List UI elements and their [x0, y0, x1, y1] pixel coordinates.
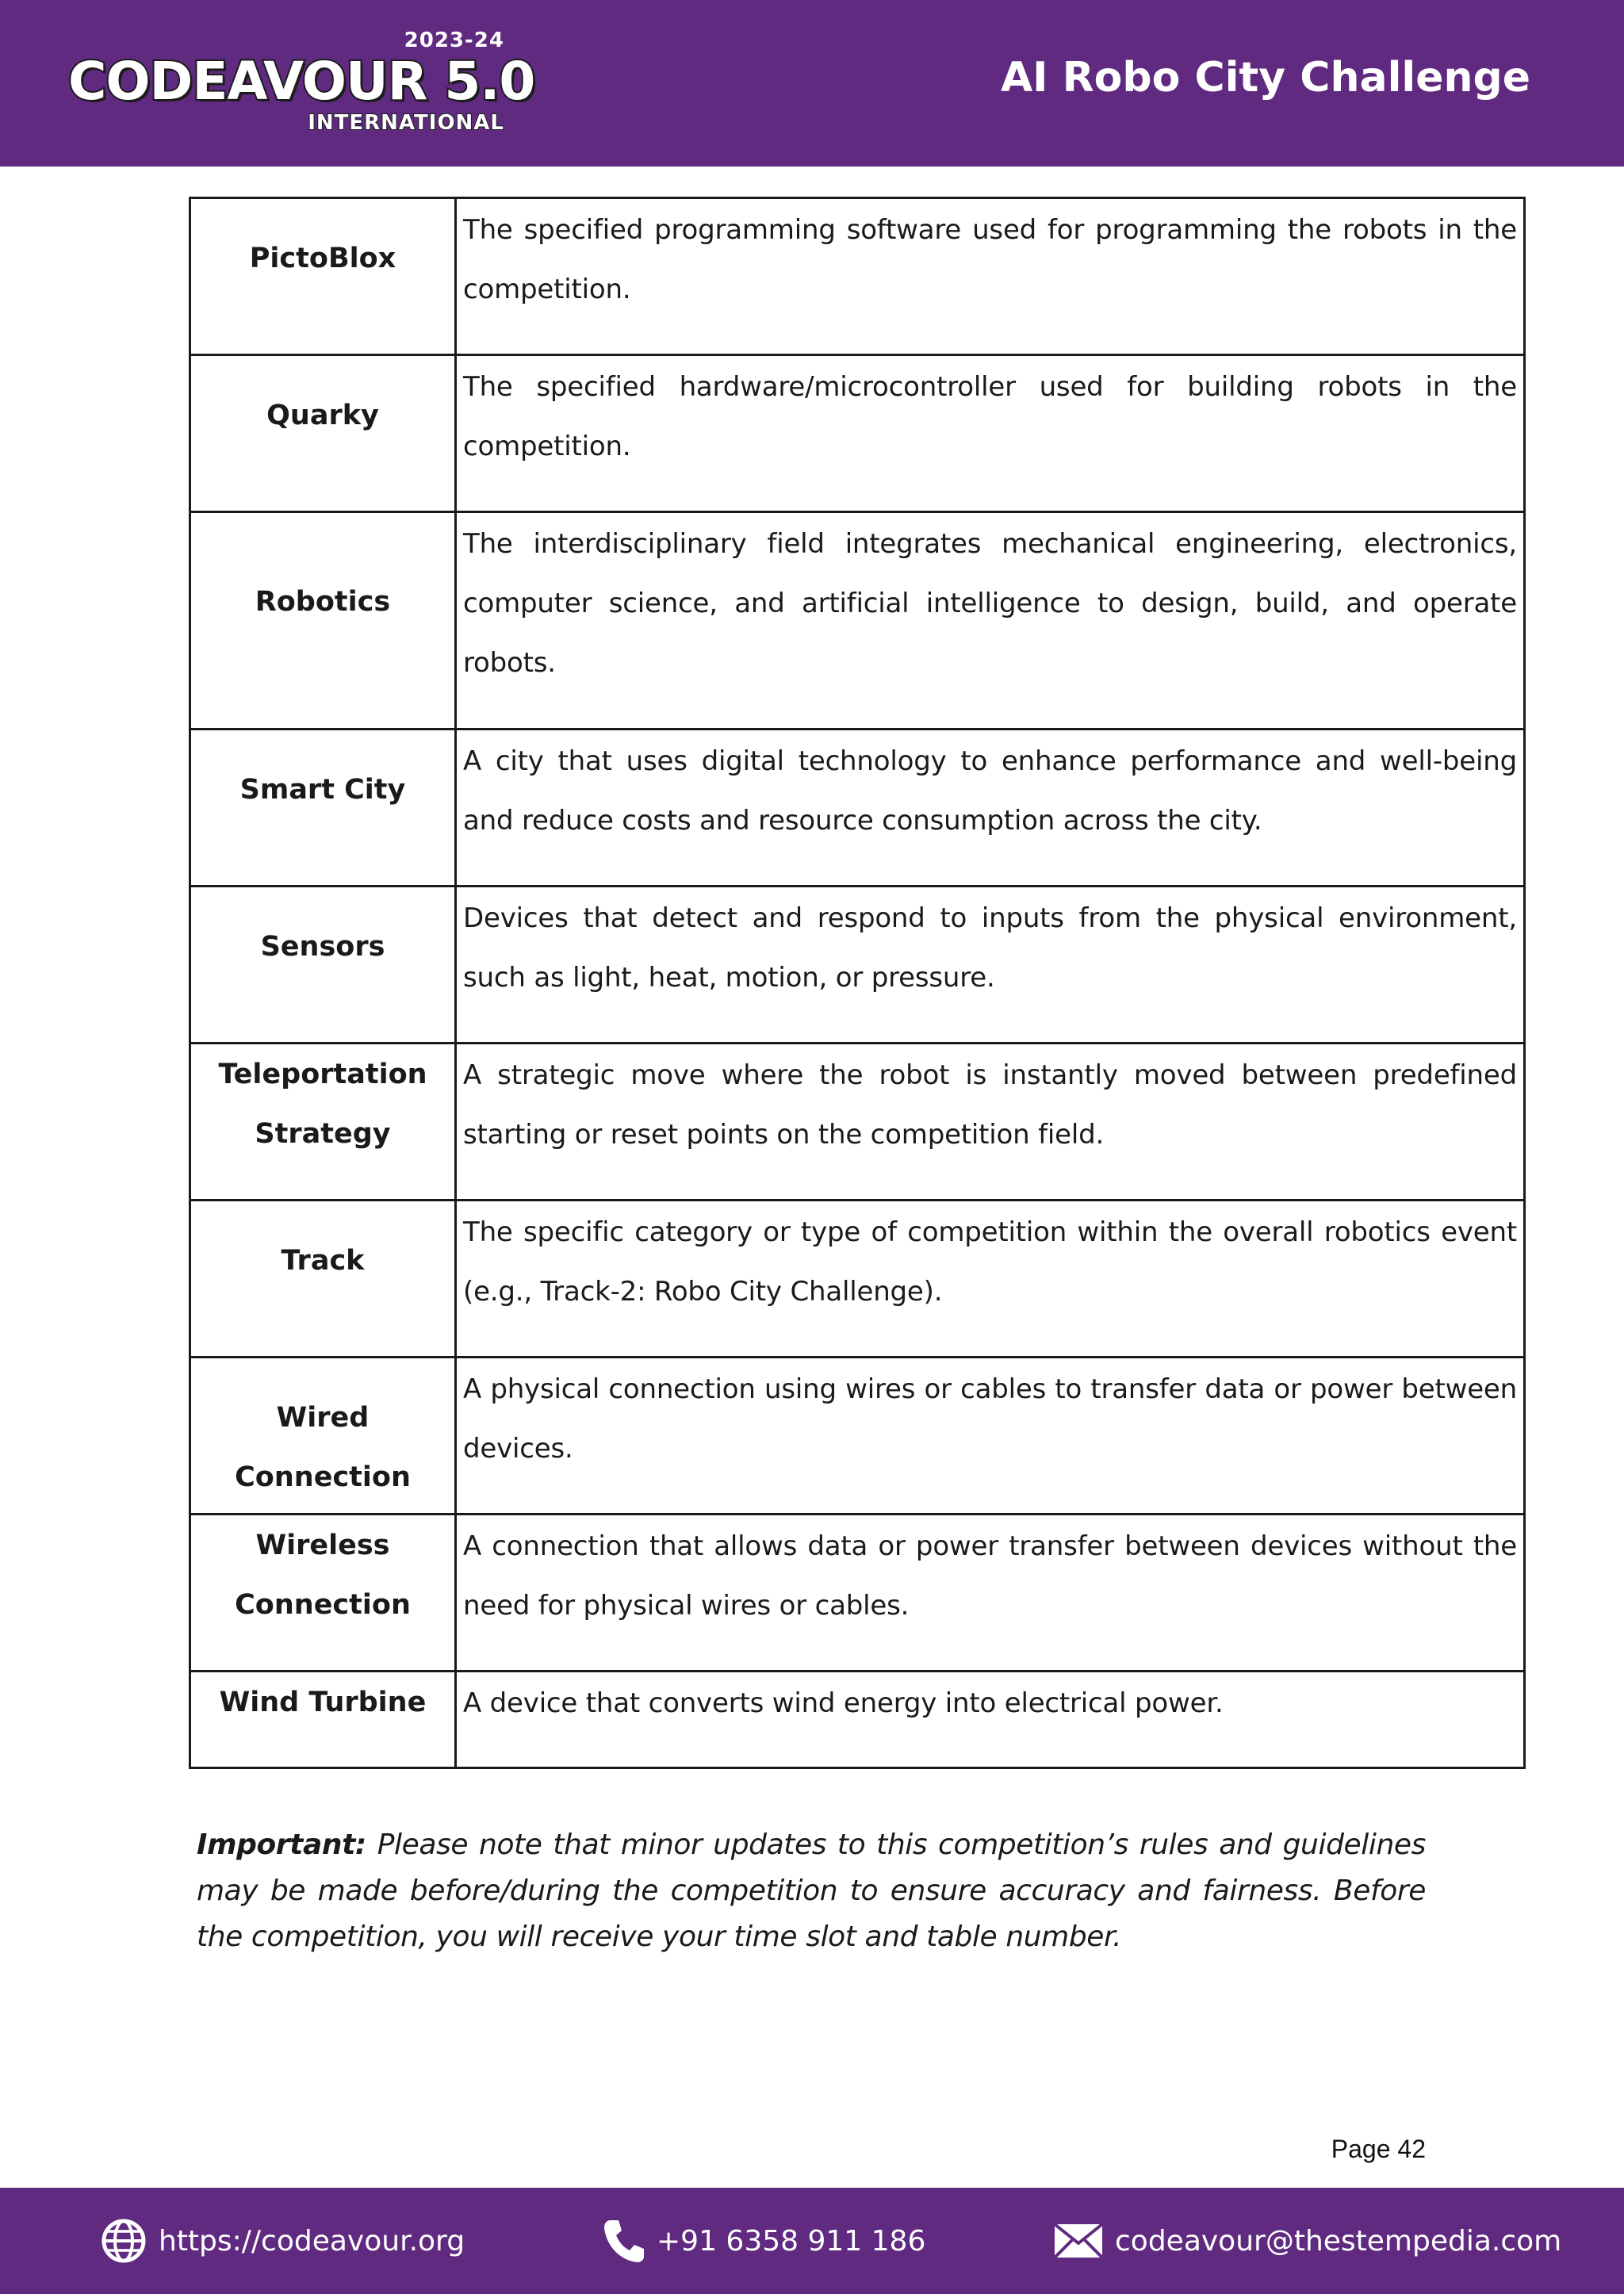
glossary-definition: A device that converts wind energy into electrical power. — [456, 1672, 1525, 1768]
logo-subtitle: INTERNATIONAL — [308, 111, 504, 135]
glossary-term: PictoBlox — [190, 198, 456, 355]
email-address[interactable]: codeavour@thestempedia.com — [1115, 2224, 1562, 2258]
logo-name: CODEAVOUR 5.0 — [68, 51, 535, 112]
glossary-table — [189, 197, 1526, 1769]
note-label: Important: — [197, 1829, 366, 1861]
table-row — [190, 887, 1525, 1044]
glossary-definition: A physical connection using wires or cables to transfer data or power between devices. — [456, 1358, 1525, 1515]
glossary-term: Sensors — [190, 887, 456, 1044]
glossary-definition: A connection that allows data or power transfer between devices without the need for physical wires or cables. — [456, 1515, 1525, 1672]
glossary-term: Track — [190, 1201, 456, 1358]
important-note — [197, 1822, 1426, 1960]
logo-year: 2023-24 — [404, 29, 504, 52]
table-row — [190, 1358, 1525, 1515]
table-row — [190, 512, 1525, 730]
page-footer — [0, 2188, 1624, 2294]
glossary-definition: A city that uses digital technology to enhance performance and well-being and reduce costs and resource consumption across the city. — [456, 730, 1525, 887]
table-row — [190, 355, 1525, 512]
globe-icon — [100, 2217, 147, 2265]
mail-icon — [1053, 2223, 1104, 2259]
page-header — [0, 0, 1624, 167]
glossary-term: Robotics — [190, 512, 456, 730]
table-row — [190, 1672, 1525, 1768]
phone-number[interactable]: +91 6358 911 186 — [657, 2224, 926, 2258]
website-link[interactable]: https://codeavour.org — [159, 2224, 465, 2258]
glossary-definition: Devices that detect and respond to inputs from the physical environment, such as light, heat, motion, or pressure. — [456, 887, 1525, 1044]
glossary-term: Wired Connection — [190, 1358, 456, 1515]
glossary-term: Wind Turbine — [190, 1672, 456, 1768]
header-title: AI Robo City Challenge — [1000, 54, 1530, 101]
table-row — [190, 1044, 1525, 1201]
table-row — [190, 1515, 1525, 1672]
glossary-term: Teleportation Strategy — [190, 1044, 456, 1201]
footer-email[interactable] — [1053, 2188, 1561, 2294]
glossary-definition: The specified hardware/microcontroller used for building robots in the competition. — [456, 355, 1525, 512]
page-number: Page 42 — [1331, 2135, 1426, 2163]
table-row — [190, 730, 1525, 887]
table-row — [190, 198, 1525, 355]
note-text: Please note that minor updates to this competition’s rules and guidelines may be made before/during the competition to ensure accuracy and fairness. Before the competition, you will receive your time slot and table number. — [197, 1829, 1426, 1953]
footer-phone[interactable] — [601, 2188, 925, 2294]
table-row — [190, 1201, 1525, 1358]
glossary-definition: The specific category or type of competition within the overall robotics event (e.g., Track-2: Robo City Challenge). — [456, 1201, 1525, 1358]
codeavour-logo — [68, 29, 535, 140]
glossary-definition: The specified programming software used for programming the robots in the competition. — [456, 198, 1525, 355]
glossary-definition: The interdisciplinary field integrates mechanical engineering, electronics, computer science, and artificial intelligence to design, build, and operate robots. — [456, 512, 1525, 730]
glossary-term: Wireless Connection — [190, 1515, 456, 1672]
glossary-term: Quarky — [190, 355, 456, 512]
glossary-term: Smart City — [190, 730, 456, 887]
phone-icon — [601, 2217, 645, 2265]
glossary-definition: A strategic move where the robot is instantly moved between predefined starting or reset points on the competition field. — [456, 1044, 1525, 1201]
footer-website[interactable] — [100, 2188, 465, 2294]
